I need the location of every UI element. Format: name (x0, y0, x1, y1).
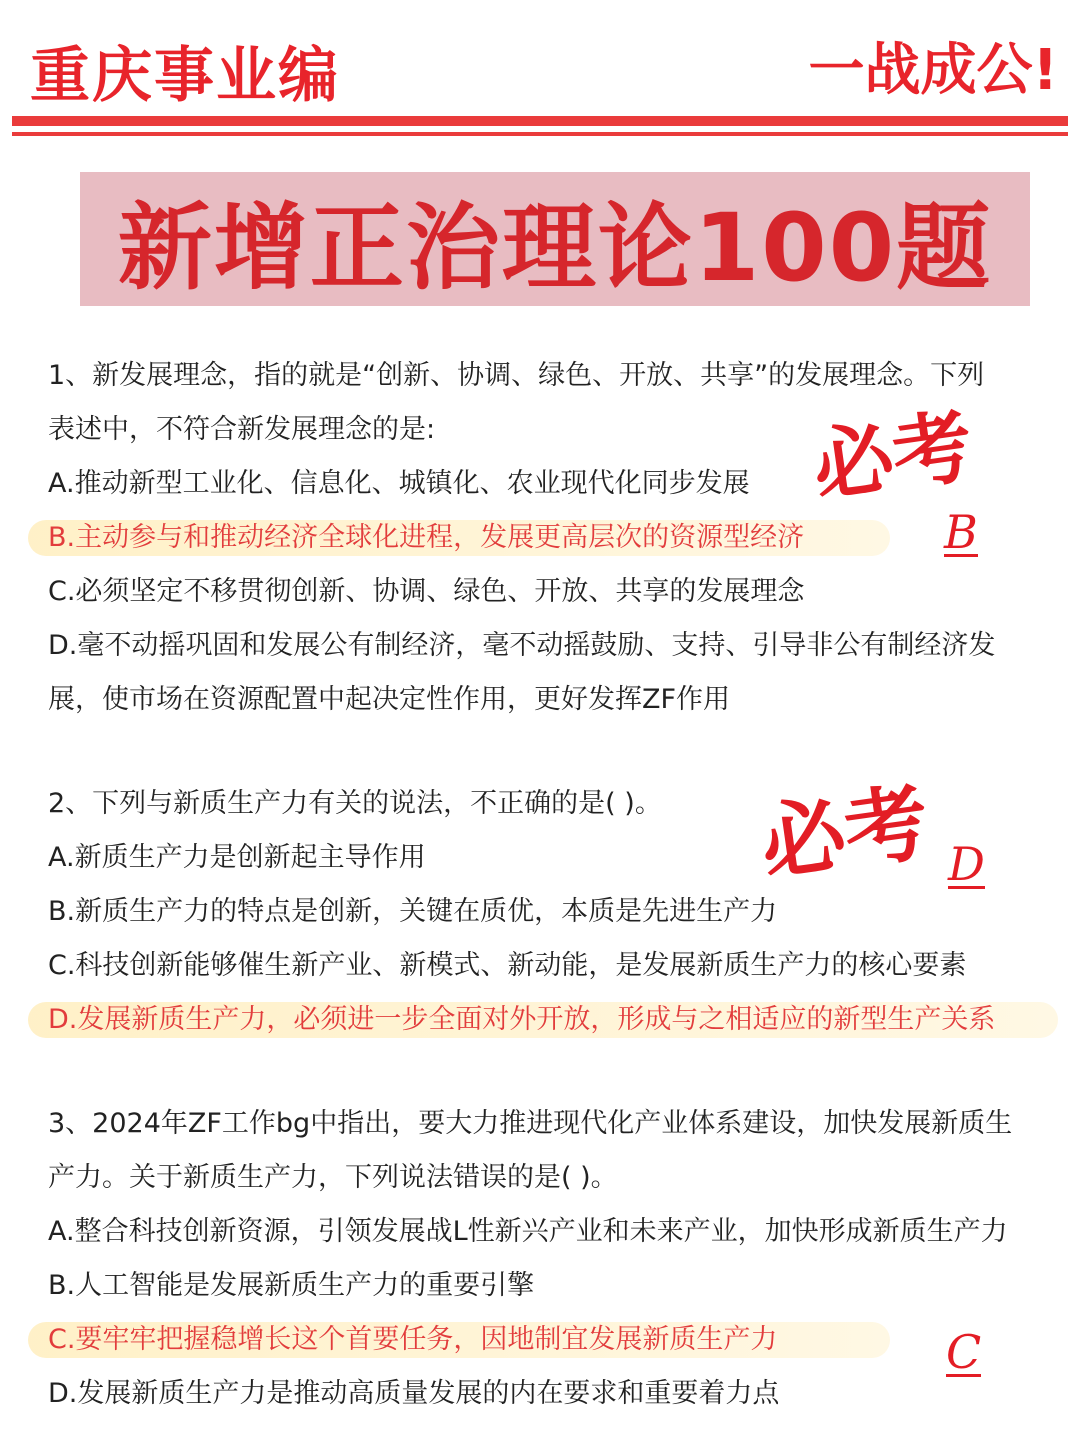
option-a: A.整合科技创新资源，引领发展战L性新兴产业和未来产业，加快形成新质生产力 (48, 1216, 1008, 1247)
header-rule-thin (12, 132, 1068, 136)
option-d-cont: 展，使市场在资源配置中起决定性作用，更好发挥ZF作用 (48, 684, 731, 715)
option-c: C.必须坚定不移贯彻创新、协调、绿色、开放、共享的发展理念 (48, 576, 805, 607)
must-test-stamp: 必考 (754, 771, 935, 894)
answer-mark: C (946, 1325, 982, 1379)
answer-mark: B (944, 505, 978, 559)
brand-title: 重庆事业编 (30, 41, 340, 111)
question-stem: 产力。关于新质生产力，下列说法错误的是( )。 (48, 1162, 618, 1193)
option-d: D.毫不动摇巩固和发展公有制经济，毫不动摇鼓励、支持、引导非公有制经济发 (48, 630, 996, 661)
option-b: B.主动参与和推动经济全球化进程，发展更高层次的资源型经济 (48, 522, 805, 553)
page-title: 新增正治理论100题 (117, 193, 993, 303)
question-stem: 2、下列与新质生产力有关的说法，不正确的是( )。 (48, 788, 662, 819)
option-b: B.新质生产力的特点是创新，关键在质优，本质是先进生产力 (48, 896, 778, 927)
option-a: A.新质生产力是创新起主导作用 (48, 842, 426, 873)
option-c: C.科技创新能够催生新产业、新模式、新动能，是发展新质生产力的核心要素 (48, 950, 967, 981)
option-d: D.发展新质生产力，必须进一步全面对外开放，形成与之相适应的新型生产关系 (48, 1004, 996, 1035)
brand-slogan: 一战成公! (808, 38, 1058, 103)
question-stem: 表述中，不符合新发展理念的是: (48, 414, 436, 445)
title-banner (80, 172, 1030, 306)
option-c: C.要牢牢把握稳增长这个首要任务，因地制宜发展新质生产力 (48, 1324, 778, 1355)
header (0, 0, 1080, 150)
answer-mark: D (948, 837, 985, 891)
question-stem: 3、2024年ZF工作bg中指出，要大力推进现代化产业体系建设，加快发展新质生 (48, 1108, 1013, 1139)
option-b: B.人工智能是发展新质生产力的重要引擎 (48, 1270, 535, 1301)
option-a: A.推动新型工业化、信息化、城镇化、农业现代化同步发展 (48, 468, 750, 499)
header-rule-thick (12, 116, 1068, 126)
option-d: D.发展新质生产力是推动高质量发展的内在要求和重要着力点 (48, 1378, 780, 1409)
must-test-stamp: 必考 (807, 398, 979, 514)
question-stem: 1、新发展理念，指的就是“创新、协调、绿色、开放、共享”的发展理念。下列 (48, 360, 985, 391)
